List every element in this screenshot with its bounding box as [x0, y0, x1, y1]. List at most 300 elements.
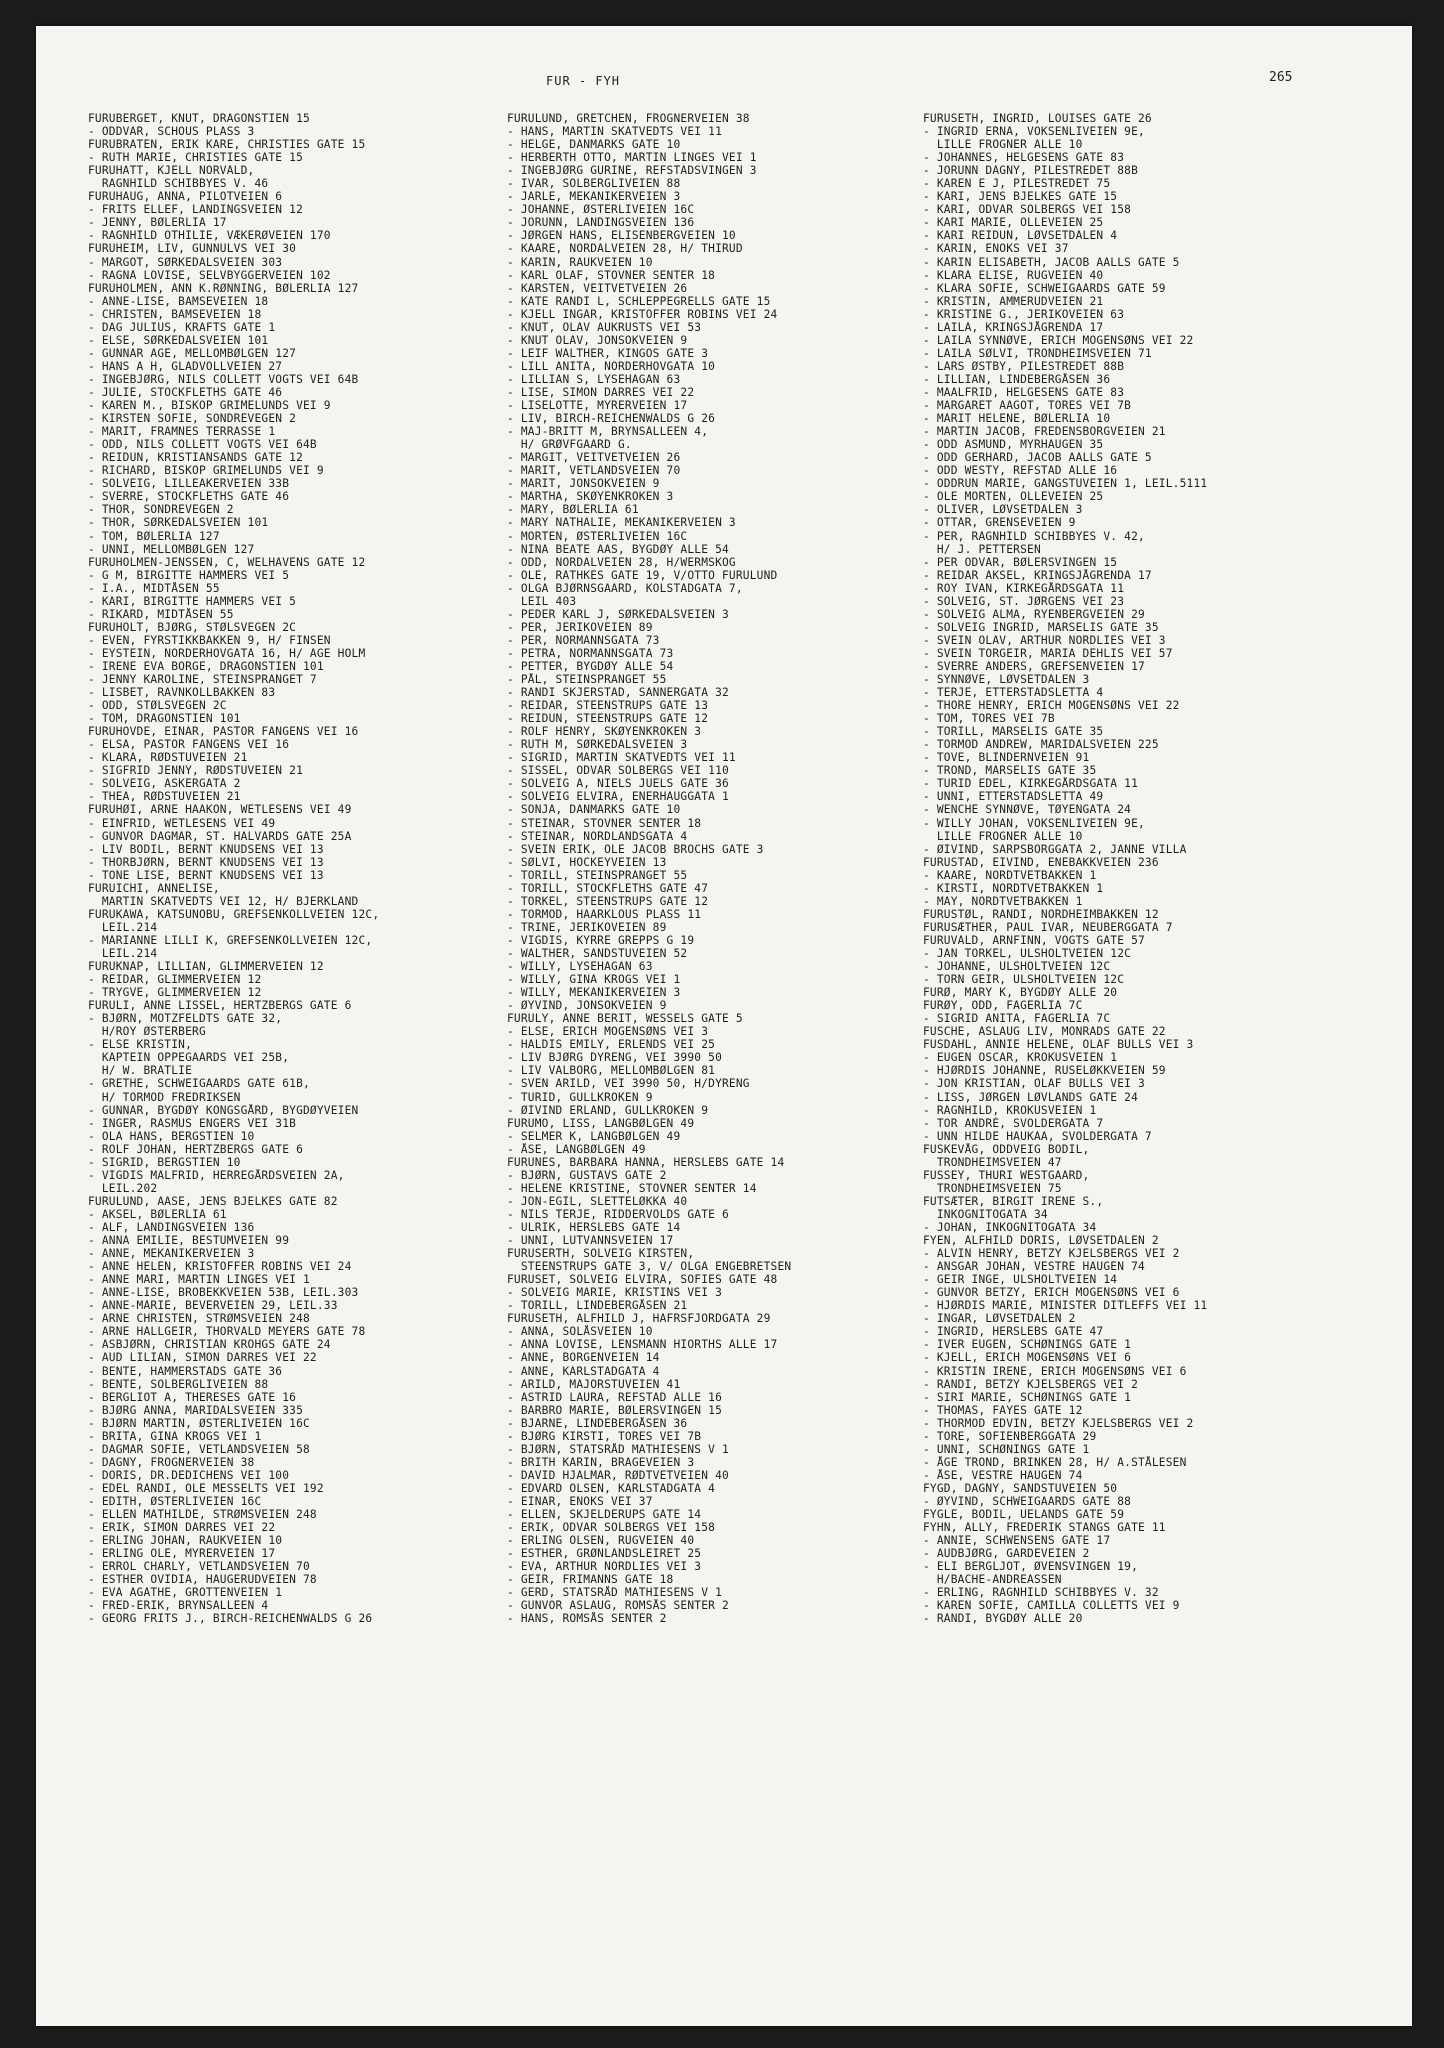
directory-entry: - ROLF JOHAN, HERTZBERGS GATE 6 [88, 1142, 303, 1156]
directory-entry: - KARI, BIRGITTE HAMMERS VEI 5 [88, 594, 297, 608]
directory-entry: - REIDAR AKSEL, KRINGSJÅGRENDA 17 [923, 568, 1152, 582]
directory-entry: - IVAR, SOLBERGLIVEIEN 88 [507, 177, 681, 191]
directory-entry: - KNUT OLAV, JONSOKVEIEN 9 [507, 333, 688, 347]
directory-entry: TRONDHEIMSVEIEN 47 [923, 1155, 1062, 1169]
directory-entry: LEIL 403 [507, 594, 577, 608]
directory-entry: FURUKNAP, LILLIAN, GLIMMERVEIEN 12 [88, 960, 324, 974]
directory-entry: FURUSETH, ALFHILD J, HAFRSFJORDGATA 29 [507, 1312, 771, 1326]
directory-entry: - WILLY, GINA KROGS VEI 1 [507, 973, 681, 987]
directory-entry: - KLARA ELISE, RUGVEIEN 40 [923, 268, 1104, 282]
directory-entry: - GEIR, FRIMANNS GATE 18 [507, 1573, 674, 1587]
directory-entry: - ELSE, SØRKEDALSVEIEN 101 [88, 333, 269, 347]
directory-entry: - ALVIN HENRY, BETZY KJELSBERGS VEI 2 [923, 1247, 1180, 1261]
directory-entry: - UNNI, MELLOMBØLGEN 127 [88, 542, 255, 556]
directory-entry: - KRISTIN IRENE, ERICH MOGENSØNS VEI 6 [923, 1364, 1187, 1378]
directory-entry: - RIKARD, MIDTÅSEN 55 [88, 607, 234, 621]
directory-entry: - STEINAR, STOVNER SENTER 18 [507, 816, 702, 830]
directory-entry: - RAGNA LOVISE, SELVBYGGERVEIEN 102 [88, 268, 331, 282]
directory-entry: - SOLVEIG ELVIRA, ENERHAUGGATA 1 [507, 790, 729, 804]
directory-entry: - DORIS, DR.DEDICHENS VEI 100 [88, 1468, 290, 1482]
directory-entry: - BENTE, SOLBERGLIVEIEN 88 [88, 1377, 269, 1391]
directory-entry: - I.A., MIDTÅSEN 55 [88, 581, 220, 595]
directory-entry: - LEIF WALTHER, KINGOS GATE 3 [507, 346, 709, 360]
column-1 [88, 112, 503, 1625]
directory-entry: - GUNVOR DAGMAR, ST. HALVARDS GATE 25A [88, 829, 352, 843]
directory-entry: - BJØRN, GUSTAVS GATE 2 [507, 1168, 667, 1182]
directory-entry: - SOLVEIG A, NIELS JUELS GATE 36 [507, 777, 729, 791]
directory-entry: - EUGEN OSCAR, KROKUSVEIEN 1 [923, 1051, 1118, 1065]
directory-entry: - ARILD, MAJORSTUVEIEN 41 [507, 1377, 681, 1391]
directory-entry: - ELI BERGLJOT, ØVENSVINGEN 19, [923, 1560, 1138, 1574]
directory-entry: RAGNHILD SCHIBBYES V. 46 [88, 177, 269, 191]
directory-entry: - ØIVIND ERLAND, GULLKROKEN 9 [507, 1103, 709, 1117]
directory-entry: - BJØRN, MOTZFELDTS GATE 32, [88, 1012, 283, 1026]
directory-entry: - ANNE MARI, MARTIN LINGES VEI 1 [88, 1273, 310, 1287]
directory-entry: FURUNES, BARBARA HANNA, HERSLEBS GATE 14 [507, 1155, 785, 1169]
directory-entry: - SOLVEIG, ASKERGATA 2 [88, 777, 241, 791]
directory-entry: - SISSEL, ODVAR SOLBERGS VEI 110 [507, 764, 729, 778]
directory-entry: - TORE, SOFIENBERGGATA 29 [923, 1429, 1097, 1443]
directory-entry: - TOM, BØLERLIA 127 [88, 529, 220, 543]
directory-entry: - ODD, STØLSVEGEN 2C [88, 699, 227, 713]
directory-entry: - KARL OLAF, STOVNER SENTER 18 [507, 268, 716, 282]
directory-entry: H/ W. BRATLIE [88, 1064, 193, 1078]
page-header [36, 70, 1412, 94]
directory-entry: - SOLVEIG MARIE, KRISTINS VEI 3 [507, 1286, 722, 1300]
directory-entry: - KRISTIN, AMMERUDVEIEN 21 [923, 294, 1104, 308]
directory-entry: - KLARA SOFIE, SCHWEIGAARDS GATE 59 [923, 281, 1166, 295]
directory-entry: - FRED-ERIK, BRYNSALLEEN 4 [88, 1599, 269, 1613]
directory-entry: - OLGA BJØRNSGAARD, KOLSTADGATA 7, [507, 581, 743, 595]
directory-entry: LILLE FROGNER ALLE 10 [923, 829, 1083, 843]
directory-entry: - ØIVIND, SARPSBORGGATA 2, JANNE VILLA [923, 842, 1187, 856]
directory-entry: - ANNE, KARLSTADGATA 4 [507, 1364, 660, 1378]
directory-entry: FUSSEY, THURI WESTGAARD, [923, 1168, 1090, 1182]
directory-entry: FYGD, DAGNY, SANDSTUVEIEN 50 [923, 1481, 1118, 1495]
directory-entry: - REIDAR, GLIMMERVEIEN 12 [88, 973, 262, 987]
directory-entry: - DAGNY, FROGNERVEIEN 38 [88, 1455, 255, 1469]
directory-entry: - SYNNØVE, LØVSETDALEN 3 [923, 673, 1090, 687]
directory-entry: - VIGDIS MALFRID, HERREGÅRDSVEIEN 2A, [88, 1168, 345, 1182]
directory-entry: FUSDAHL, ANNIE HELENE, OLAF BULLS VEI 3 [923, 1038, 1194, 1052]
directory-entry: - AUDBJØRG, GARDEVEIEN 2 [923, 1547, 1090, 1561]
page-number: 265 [1269, 70, 1293, 85]
directory-entry: - ALF, LANDINGSVEIEN 136 [88, 1220, 255, 1234]
directory-entry: - LIV, BIRCH-REICHENWALDS G 26 [507, 412, 716, 426]
directory-entry: - EDEL RANDI, OLE MESSELTS VEI 192 [88, 1481, 324, 1495]
directory-entry: - TERJE, ETTERSTADSLETTA 4 [923, 686, 1104, 700]
directory-entry: - KLARA, RØDSTUVEIEN 21 [88, 751, 248, 765]
directory-entry: - MARGIT, VEITVETVEIEN 26 [507, 451, 681, 465]
directory-entry: - IRENE EVA BORGE, DRAGONSTIEN 101 [88, 659, 324, 673]
directory-entry: FURUSTAD, EIVIND, ENEBAKKVEIEN 236 [923, 855, 1159, 869]
directory-entry: - SVEIN ERIK, OLE JACOB BROCHS GATE 3 [507, 842, 764, 856]
directory-entry: - JARLE, MEKANIKERVEIEN 3 [507, 190, 681, 204]
directory-entry: - HANS, MARTIN SKATVEDTS VEI 11 [507, 125, 722, 139]
directory-entry: - ÅSE, VESTRE HAUGEN 74 [923, 1468, 1083, 1482]
column-2 [507, 112, 922, 1625]
directory-entry: - JOHANNE, ULSHOLTVEIEN 12C [923, 960, 1111, 974]
directory-entry: - HALDIS EMILY, ERLENDS VEI 25 [507, 1038, 716, 1052]
directory-entry: - SOLVEIG, ST. JØRGENS VEI 23 [923, 594, 1125, 608]
directory-entry: - TRINE, JERIKOVEIEN 89 [507, 920, 667, 934]
directory-entry: - LILLIAN, LINDEBERGÅSEN 36 [923, 372, 1111, 386]
directory-entry: - ULRIK, HERSLEBS GATE 14 [507, 1220, 681, 1234]
directory-entry: - WENCHE SYNNØVE, TØYENGATA 24 [923, 803, 1132, 817]
directory-entry: - SIRI MARIE, SCHØNINGS GATE 1 [923, 1390, 1132, 1404]
directory-entry: - RANDI, BETZY KJELSBERGS VEI 2 [923, 1377, 1138, 1391]
directory-entry: - EYSTEIN, NORDERHOVGATA 16, H/ AGE HOLM [88, 646, 366, 660]
directory-entry: - ASBJØRN, CHRISTIAN KROHGS GATE 24 [88, 1338, 331, 1352]
directory-entry: - THOR, SØRKEDALSVEIEN 101 [88, 516, 269, 530]
directory-entry: - KNUT, OLAV AUKRUSTS VEI 53 [507, 320, 702, 334]
directory-entry: - MARY NATHALIE, MEKANIKERVEIEN 3 [507, 516, 736, 530]
directory-entry: - KARI MARIE, OLLEVEIEN 25 [923, 216, 1104, 230]
directory-entry: - TOVE, BLINDERNVEIEN 91 [923, 751, 1090, 765]
directory-entry: - ANNA EMILIE, BESTUMVEIEN 99 [88, 1234, 290, 1248]
directory-entry: - ANNA LOVISE, LENSMANN HIORTHS ALLE 17 [507, 1338, 778, 1352]
directory-entry: - SIGRID, BERGSTIEN 10 [88, 1155, 241, 1169]
directory-entry: - HJØRDIS MARIE, MINISTER DITLEFFS VEI 11 [923, 1299, 1208, 1313]
directory-entry: STEENSTRUPS GATE 3, V/ OLGA ENGEBRETSEN [507, 1260, 792, 1274]
directory-entry: - KARI, ODVAR SOLBERGS VEI 158 [923, 203, 1132, 217]
directory-entry: - KARI, JENS BJELKES GATE 15 [923, 190, 1118, 204]
directory-entry: - PETTER, BYGDØY ALLE 54 [507, 659, 674, 673]
directory-entry: - OTTAR, GRENSEVEIEN 9 [923, 516, 1076, 530]
directory-entry: - INGRID ERNA, VOKSENLIVEIEN 9E, [923, 125, 1145, 139]
directory-entry: - THOMAS, FAYES GATE 12 [923, 1403, 1083, 1417]
directory-entry: - TORMOD ANDREW, MARIDALSVEIEN 225 [923, 738, 1159, 752]
directory-entry: - MAALFRID, HELGESENS GATE 83 [923, 385, 1125, 399]
directory-entry: - KJELL INGAR, KRISTOFFER ROBINS VEI 24 [507, 307, 778, 321]
directory-entry: - ANSGAR JOHAN, VESTRE HAUGEN 74 [923, 1260, 1145, 1274]
directory-entry: - ELSE, ERICH MOGENSØNS VEI 3 [507, 1025, 709, 1039]
directory-entry: - NINA BEATE AAS, BYGDØY ALLE 54 [507, 542, 729, 556]
directory-entry: - PER, RAGNHILD SCHIBBYES V. 42, [923, 529, 1145, 543]
directory-entry: - JON KRISTIAN, OLAF BULLS VEI 3 [923, 1077, 1145, 1091]
directory-entry: - GRETHE, SCHWEIGAARDS GATE 61B, [88, 1077, 310, 1091]
directory-entry: FURUVALD, ARNFINN, VOGTS GATE 57 [923, 933, 1145, 947]
directory-entry: - GUNNAR, BYGDØY KONGSGÅRD, BYGDØYVEIEN [88, 1103, 359, 1117]
directory-entry: - IVER EUGEN, SCHØNINGS GATE 1 [923, 1338, 1132, 1352]
directory-entry: - KIRSTI, NORDTVETBAKKEN 1 [923, 881, 1104, 895]
directory-entry: FURULY, ANNE BERIT, WESSELS GATE 5 [507, 1012, 743, 1026]
directory-entry: - JON-EGIL, SLETTELØKKA 40 [507, 1194, 688, 1208]
directory-entry: - MAJ-BRITT M, BRYNSALLEEN 4, [507, 425, 709, 439]
directory-entry: - LIV BODIL, BERNT KNUDSENS VEI 13 [88, 842, 324, 856]
directory-entry: - ANNE-MARIE, BEVERVEIEN 29, LEIL.33 [88, 1299, 338, 1313]
directory-entry: - BJØRG ANNA, MARIDALSVEIEN 335 [88, 1403, 303, 1417]
directory-entry: - SOLVEIG, LILLEAKERVEIEN 33B [88, 477, 290, 491]
directory-entry: - SIGFRID JENNY, RØDSTUVEIEN 21 [88, 764, 303, 778]
directory-entry: - LISS, JØRGEN LØVLANDS GATE 24 [923, 1090, 1138, 1104]
directory-entry: - EDITH, ØSTERLIVEIEN 16C [88, 1494, 262, 1508]
directory-entry: - GEIR INGE, ULSHOLTVEIEN 14 [923, 1273, 1118, 1287]
directory-entry: - RUTH MARIE, CHRISTIES GATE 15 [88, 151, 303, 165]
directory-entry: - TURID, GULLKROKEN 9 [507, 1090, 653, 1104]
directory-entry: - NILS TERJE, RIDDERVOLDS GATE 6 [507, 1207, 729, 1221]
directory-entry: - ERLING OLSEN, RUGVEIEN 40 [507, 1534, 695, 1548]
directory-entry: - MARIANNE LILLI K, GREFSENKOLLVEIEN 12C, [88, 933, 373, 947]
directory-entry: FYEN, ALFHILD DORIS, LØVSETDALEN 2 [923, 1234, 1159, 1248]
directory-entry: - ROLF HENRY, SKØYENKROKEN 3 [507, 725, 702, 739]
directory-entry: - KAREN E J, PILESTREDET 75 [923, 177, 1111, 191]
directory-entry: - BJØRN MARTIN, ØSTERLIVEIEN 16C [88, 1416, 310, 1430]
directory-entry: LILLE FROGNER ALLE 10 [923, 138, 1083, 152]
directory-entry: - ASTRID LAURA, REFSTAD ALLE 16 [507, 1390, 722, 1404]
directory-entry: - BJARNE, LINDEBERGÅSEN 36 [507, 1416, 688, 1430]
directory-entry: - ERIK, ODVAR SOLBERGS VEI 158 [507, 1521, 716, 1535]
directory-entry: - LAILA SØLVI, TRONDHEIMSVEIEN 71 [923, 346, 1152, 360]
directory-entry: FURØ, MARY K, BYGDØY ALLE 20 [923, 986, 1118, 1000]
directory-entry: - LILLIAN S, LYSEHAGAN 63 [507, 372, 681, 386]
directory-entry: - TROND, MARSELIS GATE 35 [923, 764, 1097, 778]
directory-entry: - OLA HANS, BERGSTIEN 10 [88, 1129, 255, 1143]
directory-entry: - ODD ASMUND, MYRHAUGEN 35 [923, 438, 1104, 452]
directory-entry: - ANNE, MEKANIKERVEIEN 3 [88, 1247, 255, 1261]
directory-entry: FYHN, ALLY, FREDERIK STANGS GATE 11 [923, 1521, 1166, 1535]
directory-entry: - KAREN SOFIE, CAMILLA COLLETTS VEI 9 [923, 1599, 1180, 1613]
directory-entry: FURULUND, AASE, JENS BJELKES GATE 82 [88, 1194, 338, 1208]
directory-entry: - JOHAN, INKOGNITOGATA 34 [923, 1220, 1097, 1234]
directory-entry: FURUHAUG, ANNA, PILOTVEIEN 6 [88, 190, 283, 204]
directory-entry: - ROY IVAN, KIRKEGÅRDSGATA 11 [923, 581, 1125, 595]
directory-entry: - JØRGEN HANS, ELISENBERGVEIEN 10 [507, 229, 736, 243]
directory-entry: - LAILA SYNNØVE, ERICH MOGENSØNS VEI 22 [923, 333, 1194, 347]
directory-entry: - ESTHER, GRØNLANDSLEIRET 25 [507, 1547, 702, 1561]
directory-entry: - EVA AGATHE, GROTTENVEIEN 1 [88, 1586, 283, 1600]
directory-entry: - ODD WESTY, REFSTAD ALLE 16 [923, 464, 1118, 478]
directory-entry: - AKSEL, BØLERLIA 61 [88, 1207, 227, 1221]
directory-entry: FURØY, ODD, FAGERLIA 7C [923, 999, 1083, 1013]
directory-entry: - EVEN, FYRSTIKKBAKKEN 9, H/ FINSEN [88, 633, 331, 647]
directory-entry: FURUSET, SOLVEIG ELVIRA, SOFIES GATE 48 [507, 1273, 778, 1287]
directory-entry: - ÅGE TROND, BRINKEN 28, H/ A.STÅLESEN [923, 1455, 1187, 1469]
directory-entry: - ANNE-LISE, BROBEKKVEIEN 53B, LEIL.303 [88, 1286, 359, 1300]
directory-entry: - ØYVIND, JONSOKVEIEN 9 [507, 999, 667, 1013]
directory-entry: FURUSTØL, RANDI, NORDHEIMBAKKEN 12 [923, 907, 1159, 921]
directory-entry: - WILLY JOHAN, VOKSENLIVEIEN 9E, [923, 816, 1145, 830]
directory-entry: FURUHOLT, BJØRG, STØLSVEGEN 2C [88, 620, 297, 634]
directory-entry: - ARNE CHRISTEN, STRØMSVEIEN 248 [88, 1312, 310, 1326]
directory-entry: - HJØRDIS JOHANNE, RUSELØKKVEIEN 59 [923, 1064, 1166, 1078]
directory-entry: FURUHEIM, LIV, GUNNULVS VEI 30 [88, 242, 297, 256]
directory-entry: - RANDI SKJERSTAD, SANNERGATA 32 [507, 686, 729, 700]
directory-entry: - HANS A H, GLADVOLLVEIEN 27 [88, 359, 283, 373]
directory-entry: - FRITS ELLEF, LANDINGSVEIEN 12 [88, 203, 303, 217]
directory-entry: - THORBJØRN, BERNT KNUDSENS VEI 13 [88, 855, 324, 869]
directory-entry: - WILLY, MEKANIKERVEIEN 3 [507, 986, 681, 1000]
directory-entry: FURULI, ANNE LISSEL, HERTZBERGS GATE 6 [88, 999, 352, 1013]
directory-entry: - RUTH M, SØRKEDALSVEIEN 3 [507, 738, 688, 752]
directory-entry: - LARS ØSTBY, PILESTREDET 88B [923, 359, 1125, 373]
directory-entry: - THOR, SONDREVEGEN 2 [88, 503, 234, 517]
directory-entry: - MARGARET AAGOT, TORES VEI 7B [923, 399, 1132, 413]
directory-entry: FURUSERTH, SOLVEIG KIRSTEN, [507, 1247, 695, 1261]
directory-entry: - MARIT, FRAMNES TERRASSE 1 [88, 425, 276, 439]
directory-entry: - SELMER K, LANGBØLGEN 49 [507, 1129, 681, 1143]
directory-entry: - ELSA, PASTOR FANGENS VEI 16 [88, 738, 290, 752]
directory-entry: - ARNE HALLGEIR, THORVALD MEYERS GATE 78 [88, 1325, 366, 1339]
directory-entry: - LILL ANITA, NORDERHOVGATA 10 [507, 359, 716, 373]
directory-entry: - MAY, NORDTVETBAKKEN 1 [923, 894, 1083, 908]
directory-entry: FURUICHI, ANNELISE, [88, 881, 220, 895]
directory-entry: - KARSTEN, VEITVETVEIEN 26 [507, 281, 688, 295]
directory-entry: - ERIK, SIMON DARRES VEI 22 [88, 1521, 276, 1535]
directory-entry: - GUNVOR BETZY, ERICH MOGENSØNS VEI 6 [923, 1286, 1180, 1300]
directory-entry: - HANS, ROMSÅS SENTER 2 [507, 1612, 667, 1626]
directory-entry: FURUBERGET, KNUT, DRAGONSTIEN 15 [88, 112, 310, 125]
directory-entry: - SIGRID ANITA, FAGERLIA 7C [923, 1012, 1111, 1026]
directory-entry: - EINFRID, WETLESENS VEI 49 [88, 816, 276, 830]
directory-entry: - REIDUN, KRISTIANSANDS GATE 12 [88, 451, 303, 465]
column-3 [923, 112, 1393, 1625]
directory-entry: - STEINAR, NORDLANDSGATA 4 [507, 829, 688, 843]
directory-entry: - MARGOT, SØRKEDALSVEIEN 303 [88, 255, 283, 269]
directory-entry: - SOLVEIG ALMA, RYENBERGVEIEN 29 [923, 607, 1145, 621]
directory-entry: - KJELL, ERICH MOGENSØNS VEI 6 [923, 1351, 1132, 1365]
directory-entry: - INGEBJØRG, NILS COLLETT VOGTS VEI 64B [88, 372, 359, 386]
directory-entry: - TORILL, LINDEBERGÅSEN 21 [507, 1299, 688, 1313]
directory-entry: - UNNI, LUTVANNSVEIEN 17 [507, 1234, 674, 1248]
directory-entry: FUTSÆTER, BIRGIT IRENE S., [923, 1194, 1104, 1208]
directory-entry: - KIRSTEN SOFIE, SONDREVEGEN 2 [88, 412, 297, 426]
directory-entry: - LAILA, KRINGSJÅGRENDA 17 [923, 320, 1104, 334]
directory-entry: - SONJA, DANMARKS GATE 10 [507, 803, 681, 817]
directory-entry: - TOM, DRAGONSTIEN 101 [88, 712, 241, 726]
directory-entry: FURUHOLMEN, ANN K.RØNNING, BØLERLIA 127 [88, 281, 359, 295]
directory-entry: - DAG JULIUS, KRAFTS GATE 1 [88, 320, 276, 334]
directory-entry: LEIL.214 [88, 920, 158, 934]
directory-entry: - OLIVER, LØVSETDALEN 3 [923, 503, 1083, 517]
directory-entry: - SVEN ARILD, VEI 3990 50, H/DYRENG [507, 1077, 750, 1091]
directory-entry: - KAARE, NORDTVETBAKKEN 1 [923, 868, 1097, 882]
directory-entry: - ELSE KRISTIN, [88, 1038, 193, 1052]
directory-entry: - ÅSE, LANGBØLGEN 49 [507, 1142, 646, 1156]
directory-entry: - PER, NORMANNSGATA 73 [507, 633, 660, 647]
directory-entry: - GUNNAR AGE, MELLOMBØLGEN 127 [88, 346, 297, 360]
directory-entry: H/ROY ØSTERBERG [88, 1025, 206, 1039]
directory-entry: - JORUNN DAGNY, PILESTREDET 88B [923, 164, 1138, 178]
directory-entry: FURUHØI, ARNE HAAKON, WETLESENS VEI 49 [88, 803, 352, 817]
directory-entry: - VIGDIS, KYRRE GREPPS G 19 [507, 933, 695, 947]
directory-entry: - MARIT, JONSOKVEIEN 9 [507, 477, 660, 491]
directory-entry: - DAGMAR SOFIE, VETLANDSVEIEN 58 [88, 1442, 310, 1456]
directory-entry: FURUHOLMEN-JENSSEN, C, WELHAVENS GATE 12 [88, 555, 366, 569]
directory-entry: - ELLEN MATHILDE, STRØMSVEIEN 248 [88, 1508, 317, 1522]
directory-entry: - ERROL CHARLY, VETLANDSVEIEN 70 [88, 1560, 310, 1574]
directory-entry: - GERD, STATSRÅD MATHIESENS V 1 [507, 1586, 722, 1600]
directory-entry: FURUBRATEN, ERIK KARE, CHRISTIES GATE 15 [88, 138, 366, 152]
directory-entry: - ODDRUN MARIE, GANGSTUVEIEN 1, LEIL.5111 [923, 477, 1208, 491]
directory-entry: FURUSÆTHER, PAUL IVAR, NEUBERGGATA 7 [923, 920, 1173, 934]
directory-entry: FURUHATT, KJELL NORVALD, [88, 164, 255, 178]
directory-entry: - LISELOTTE, MYRERVEIEN 17 [507, 399, 688, 413]
directory-entry: - BRITH KARIN, BRAGEVEIEN 3 [507, 1455, 695, 1469]
directory-entry: - BARBRO MARIE, BØLERSVINGEN 15 [507, 1403, 722, 1417]
directory-entry: - UNNI, ETTERSTADSLETTA 49 [923, 790, 1104, 804]
directory-entry: - INGEBJØRG GURINE, REFSTADSVINGEN 3 [507, 164, 757, 178]
directory-entry: - JAN TORKEL, ULSHOLTVEIEN 12C [923, 947, 1132, 960]
directory-entry: KAPTEIN OPPEGAARDS VEI 25B, [88, 1051, 290, 1065]
directory-entry: - REIDAR, STEENSTRUPS GATE 13 [507, 699, 709, 713]
directory-entry: - KARIN ELISABETH, JACOB AALLS GATE 5 [923, 255, 1180, 269]
directory-entry: LEIL.202 [88, 1181, 158, 1195]
directory-entry: - HELGE, DANMARKS GATE 10 [507, 138, 681, 152]
directory-entry: FURUHOVDE, EINAR, PASTOR FANGENS VEI 16 [88, 725, 359, 739]
directory-entry: - TORKEL, STEENSTRUPS GATE 12 [507, 894, 709, 908]
directory-entry: - SVEIN OLAV, ARTHUR NORDLIES VEI 3 [923, 633, 1166, 647]
directory-entry: - MORTEN, ØSTERLIVEIEN 16C [507, 529, 688, 543]
directory-entry: - GUNVOR ASLAUG, ROMSÅS SENTER 2 [507, 1599, 729, 1613]
directory-entry: - PEDER KARL J, SØRKEDALSVEIEN 3 [507, 607, 729, 621]
directory-entry: - TOM, TORES VEI 7B [923, 712, 1055, 726]
directory-entry: - JOHANNE, ØSTERLIVEIEN 16C [507, 203, 695, 217]
directory-entry: FURUKAWA, KATSUNOBU, GREFSENKOLLVEIEN 12C, [88, 907, 380, 921]
directory-entry: FURUSETH, INGRID, LOUISES GATE 26 [923, 112, 1152, 125]
directory-entry: - KRISTINE G., JERIKOVEIEN 63 [923, 307, 1125, 321]
directory-entry: - ODD, NILS COLLETT VOGTS VEI 64B [88, 438, 317, 452]
directory-entry: LEIL.214 [88, 947, 158, 960]
directory-entry: - THORE HENRY, ERICH MOGENSØNS VEI 22 [923, 699, 1180, 713]
directory-entry: FUSCHE, ASLAUG LIV, MONRADS GATE 22 [923, 1025, 1166, 1039]
directory-entry: - LIV VALBORG, MELLOMBØLGEN 81 [507, 1064, 716, 1078]
directory-entry: - TORILL, MARSELIS GATE 35 [923, 725, 1104, 739]
directory-entry: H/ GRØVFGAARD G. [507, 438, 632, 452]
directory-entry: - INGER, RASMUS ENGERS VEI 31B [88, 1116, 297, 1130]
directory-entry: - INGRID, HERSLEBS GATE 47 [923, 1325, 1104, 1339]
directory-entry: - TRYGVE, GLIMMERVEIEN 12 [88, 986, 262, 1000]
directory-entry: - MARIT, VETLANDSVEIEN 70 [507, 464, 681, 478]
directory-entry: - RAGNHILD, KROKUSVEIEN 1 [923, 1103, 1097, 1117]
directory-entry: - EDVARD OLSEN, KARLSTADGATA 4 [507, 1481, 716, 1495]
directory-entry: - LIV BJØRG DYRENG, VEI 3990 50 [507, 1051, 722, 1065]
directory-entry: - BENTE, HAMMERSTADS GATE 36 [88, 1364, 283, 1378]
directory-entry: - BRITA, GINA KROGS VEI 1 [88, 1429, 262, 1443]
directory-entry: - WALTHER, SANDSTUVEIEN 52 [507, 947, 688, 960]
directory-entry: - MARTHA, SKØYENKROKEN 3 [507, 490, 674, 504]
directory-entry: - ERLING, RAGNHILD SCHIBBYES V. 32 [923, 1586, 1159, 1600]
directory-entry: H/ TORMOD FREDRIKSEN [88, 1090, 241, 1104]
directory-entry: - ODD GERHARD, JACOB AALLS GATE 5 [923, 451, 1152, 465]
directory-entry: - TORMOD, HAARKLOUS PLASS 11 [507, 907, 702, 921]
directory-entry: - KAREN M., BISKOP GRIMELUNDS VEI 9 [88, 399, 331, 413]
directory-entry: - SOLVEIG INGRID, MARSELIS GATE 35 [923, 620, 1159, 634]
directory-entry: - OLE, RATHKES GATE 19, V/OTTO FURULUND [507, 568, 778, 582]
directory-entry: - RAGNHILD OTHILIE, VÆKERØVEIEN 170 [88, 229, 331, 243]
directory-entry: - TOR ANDRÉ, SVOLDERGATA 7 [923, 1116, 1104, 1130]
directory-entry: INKOGNITOGATA 34 [923, 1207, 1048, 1221]
directory-entry: - ELLEN, SKJELDERUPS GATE 14 [507, 1508, 702, 1522]
directory-entry: - THEA, RØDSTUVEIEN 21 [88, 790, 241, 804]
directory-entry: - KARIN, RAUKVEIEN 10 [507, 255, 653, 269]
directory-entry: - TONE LISE, BERNT KNUDSENS VEI 13 [88, 868, 324, 882]
directory-entry: - HELENE KRISTINE, STOVNER SENTER 14 [507, 1181, 757, 1195]
page-title: FUR - FYH [546, 74, 621, 88]
directory-entry: - UNNI, SCHØNINGS GATE 1 [923, 1442, 1090, 1456]
directory-entry: H/BACHE-ANDREASSEN [923, 1573, 1062, 1587]
directory-entry: - TORILL, STOCKFLETHS GATE 47 [507, 881, 709, 895]
directory-entry: - ANNIE, SCHWENSENS GATE 17 [923, 1534, 1111, 1548]
directory-entry: - ODD, NORDALVEIEN 28, H/WERMSKOG [507, 555, 736, 569]
directory-entry: MARTIN SKATVEDTS VEI 12, H/ BJERKLAND [88, 894, 359, 908]
directory-entry: - SVERRE ANDERS, GREFSENVEIEN 17 [923, 659, 1145, 673]
directory-entry: - INGAR, LØVSETDALEN 2 [923, 1312, 1076, 1326]
directory-entry: - DAVID HJALMAR, RØDTVETVEIEN 40 [507, 1468, 729, 1482]
directory-entry: - PER ODVAR, BØLERSVINGEN 15 [923, 555, 1118, 569]
directory-entry: - CHRISTEN, BAMSEVEIEN 18 [88, 307, 262, 321]
directory-entry: - SVEIN TORGEIR, MARIA DEHLIS VEI 57 [923, 646, 1173, 660]
